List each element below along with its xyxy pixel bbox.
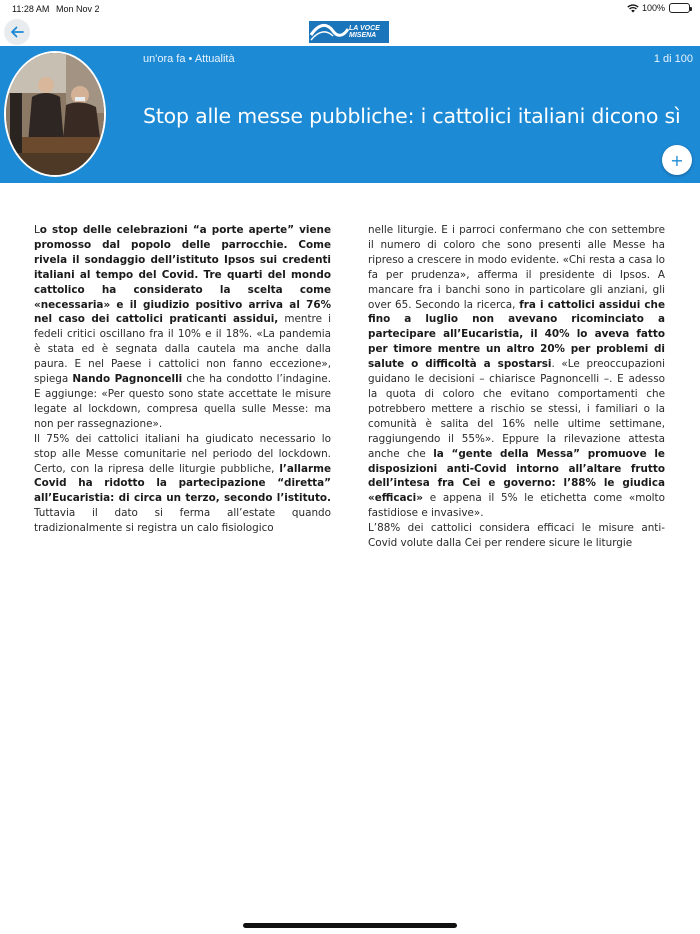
- status-right: [627, 3, 690, 13]
- article-title: Stop alle messe pubbliche: i cattolici italiani dicono sì: [143, 104, 681, 128]
- article-column-left: [34, 223, 331, 536]
- article-header: [0, 46, 700, 183]
- article-text-segment: o stop delle celebrazioni “a porte aperte” viene promosso dal popolo delle parrocchie. Come rivela il sondaggio dell’istituto Ipsos sui credenti italiani al tempo del Covid. Tre quarti del mondo cattolico ha considerato la scelta come «necessaria» e il giudizio positivo arriva al 76% nel caso dei cattolici praticanti assidui,: [34, 224, 331, 326]
- status-date: Mon Nov 2: [56, 4, 100, 14]
- article-meta: un'ora fa • Attualità: [143, 53, 235, 65]
- plus-icon: +: [670, 150, 684, 170]
- article-thumbnail[interactable]: [4, 51, 106, 177]
- logo-text-line1: LA VOCE: [349, 25, 380, 32]
- article-text-segment: fra i cattolici assidui che fino a luglio non avevano ricominciato a partecipare all’Eucaristia, il 40% lo aveva fatto per timore mentre un altro 20% per problemi di salute o difficoltà a spostarsi: [368, 298, 665, 371]
- article-text-segment: e appena il 5% le etichetta come «molto fastidiose e invasive».: [368, 492, 665, 520]
- article-text-segment: L: [34, 224, 40, 236]
- back-button[interactable]: [4, 19, 30, 45]
- thumbnail-photo: [6, 53, 106, 177]
- battery-icon: [669, 3, 690, 13]
- article-text-segment: mentre i fedeli critici oscillano fra il 10% e il 18%. «La pandemia è stata ed è segnata dalla cautela ma anche dalla paura. E nel Paese i cattolici non fanno eccezione», spiega: [34, 313, 331, 386]
- article-text-segment: Tuttavia il dato si ferma all’estate quando tradizionalmente si registra un calo fisiologico: [34, 507, 331, 535]
- article-text-segment: L’88% dei cattolici considera efficaci le misure anti-Covid volute dalla Cei per rendere sicure le liturgie: [368, 522, 665, 550]
- article-text-segment: l’allarme Covid ha ridotto la partecipazione “diretta” all’Eucaristia: di circa un terzo, secondo l’istituto.: [34, 462, 331, 505]
- column-right-text: [368, 223, 665, 551]
- article-text-segment: che ha condotto l’indagine. E aggiunge: «Per questo sono state accettate le misure legate al lockdown, compresa quella sulle Messe: ma non per rassegnazione».: [34, 373, 331, 430]
- article-column-right: [368, 223, 665, 551]
- app-logo: [309, 21, 389, 43]
- status-bar: [0, 0, 700, 18]
- battery-percent: 100%: [641, 3, 665, 13]
- nav-bar: [0, 18, 700, 46]
- article-text-segment: Il 75% dei cattolici italiani ha giudicato necessario lo stop alle Messe comunitarie nel periodo del lockdown. Certo, con la ripresa delle liturgie pubbliche,: [34, 432, 331, 475]
- add-button[interactable]: [662, 145, 692, 175]
- arrow-left-icon: [10, 23, 24, 42]
- status-time: 11:28 AM: [12, 4, 50, 14]
- article-counter: 1 di 100: [653, 53, 693, 65]
- home-indicator[interactable]: [243, 923, 457, 928]
- wifi-icon: [627, 4, 638, 13]
- logo-text: [349, 25, 380, 39]
- logo-text-line2: MISENA: [349, 32, 377, 39]
- article-text-segment: Nando Pagnoncelli: [72, 373, 183, 386]
- logo-wave-icon: [309, 21, 349, 43]
- article-text-segment: la “gente della Messa” promuove le disposizioni anti-Covid intorno all’altare frutto dell’intesa fra Cei e governo: l’88% le giudica «efficaci»: [368, 447, 665, 505]
- article-text-segment: . «Le preoccupazioni guidano le decisioni – chiarisce Pagnoncelli –. E adesso la quota di coloro che evitano comportamenti che potrebbero mettere a rischio se stessi, i familiari o la comunità è salita del 16% nelle ultime settimane, raggiungendo il 55%». Eppure la rilevazione attesta anche che: [368, 358, 665, 460]
- article-text-segment: nelle liturgie. E i parroci confermano che con settembre il numero di coloro che sono presenti alle Messe ha ripreso a crescere in modo evidente. «Chi resta a casa lo fa per prudenza», afferma il presidente di Ipsos. A mancare fra i banchi sono in particolare gli anziani, gli over 65. Secondo la ricerca,: [368, 224, 665, 311]
- column-left-text: [34, 223, 331, 536]
